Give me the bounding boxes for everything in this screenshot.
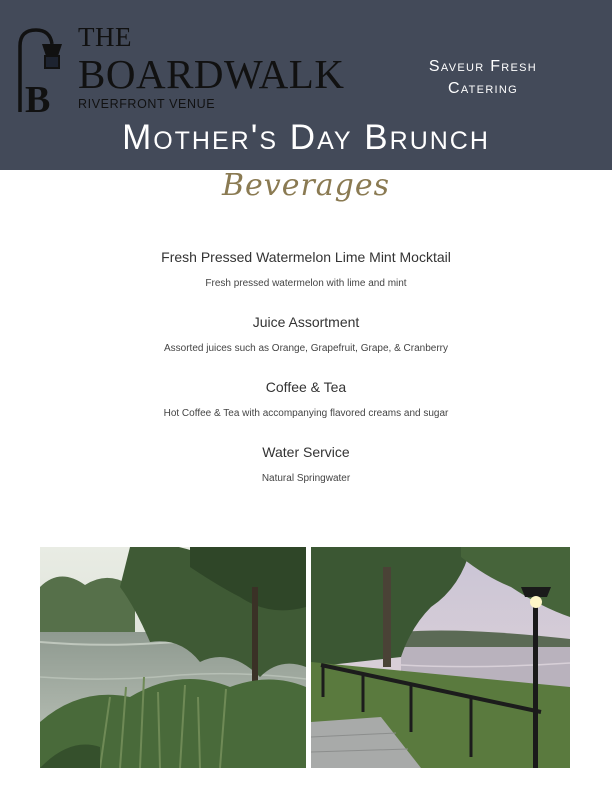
river-photo	[40, 547, 306, 768]
menu-item-name: Water Service	[262, 444, 350, 460]
caterer-line1: Saveur Fresh	[428, 58, 538, 75]
brand-name-line1: THE	[78, 22, 132, 52]
brand-subtitle: RIVERFRONT VENUE	[78, 97, 216, 111]
logo-monogram: B	[25, 79, 51, 114]
brand-name-line2: BOARDWALK	[78, 51, 345, 97]
boardwalk-photo	[311, 547, 570, 768]
caterer-name	[388, 56, 578, 99]
menu-item	[0, 247, 612, 292]
menu-item	[0, 312, 612, 357]
menu-item	[0, 377, 612, 422]
menu-item-description: Natural Springwater	[261, 473, 351, 484]
menu-item-name: Coffee & Tea	[265, 379, 347, 395]
menu-item-description: Fresh pressed watermelon with lime and mint	[205, 278, 407, 289]
boardwalk-lamp-logo	[12, 26, 62, 114]
header-banner	[0, 0, 612, 170]
menu-item	[0, 442, 612, 487]
menu-item-description: Assorted juices such as Orange, Grapefruit, Grape, & Cranberry	[163, 343, 448, 354]
menu-item-description: Hot Coffee & Tea with accompanying flavored creams and sugar	[163, 408, 449, 419]
caterer-line2: Catering	[447, 79, 519, 97]
menu-item-name: Fresh Pressed Watermelon Lime Mint Mocktail	[161, 249, 451, 265]
section-title: Beverages	[221, 168, 391, 203]
menu-item-name: Juice Assortment	[252, 314, 360, 330]
event-title: Mother's Day Brunch	[122, 118, 490, 157]
beverage-menu	[0, 247, 612, 507]
